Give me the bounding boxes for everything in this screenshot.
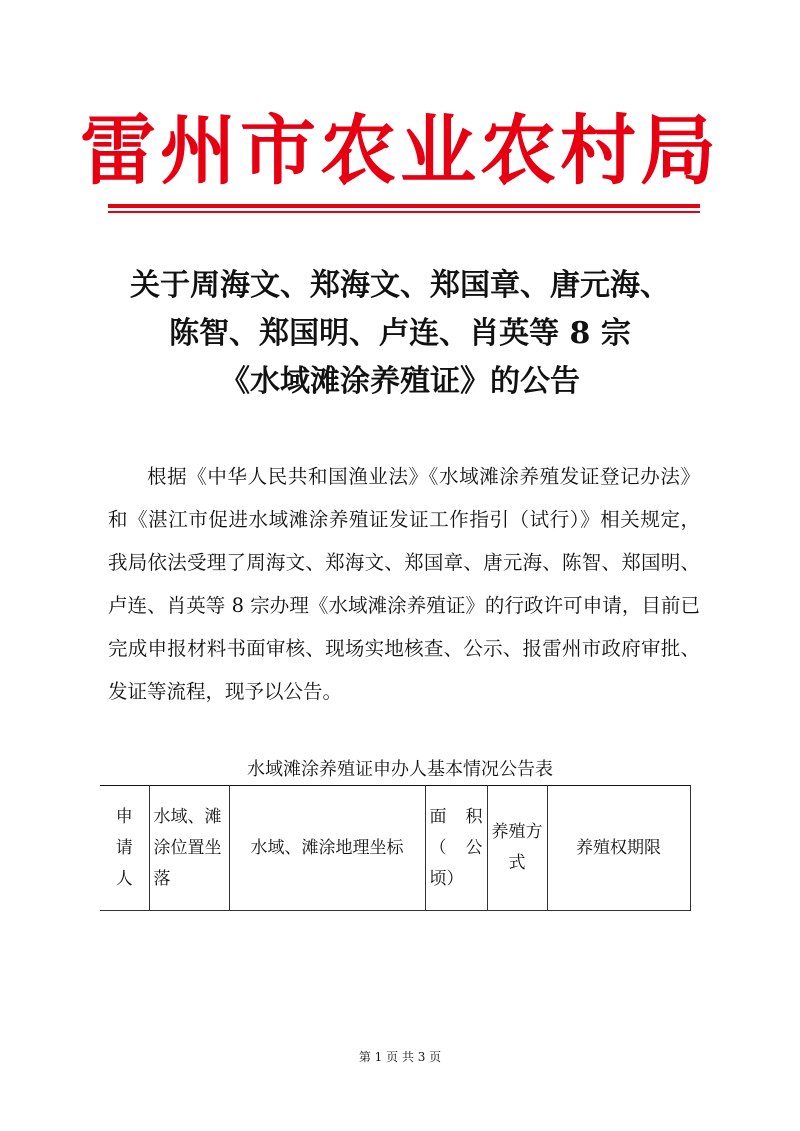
header-term: 养殖权期限 (547, 786, 690, 911)
header-farming-method: 养殖方式 (487, 786, 547, 911)
masthead-rule-thick (108, 204, 700, 208)
title-line-1: 关于周海文、郑海文、郑国章、唐元海、 (130, 268, 670, 303)
title-line-3: 《水域滩涂养殖证》的公告 (220, 364, 580, 399)
applicant-table (100, 785, 691, 911)
table-caption: 水域滩涂养殖证申办人基本情况公告表 (247, 759, 553, 780)
issuer-masthead: 雷州市农业农村局 (80, 106, 720, 195)
table-header-row (100, 786, 690, 911)
page-number: 第 1 页 共 3 页 (358, 1050, 442, 1064)
header-area: 面积（公顷） (425, 786, 487, 911)
header-location: 水域、滩涂位置坐落 (149, 786, 229, 911)
document-title (0, 262, 800, 406)
title-line-2: 陈智、郑国明、卢连、肖英等 8 宗 (169, 316, 631, 351)
header-coordinates: 水域、滩涂地理坐标 (229, 786, 425, 911)
masthead-rule-thin (108, 211, 700, 213)
header-applicant: 申请人 (100, 786, 149, 911)
body-paragraph: 根据《中华人民共和国渔业法》《水域滩涂养殖发证登记办法》和《湛江市促进水域滩涂养殖证发证工作指引（试行）》相关规定，我局依法受理了周海文、郑海文、郑国章、唐元海、陈智、郑国明、卢连、肖英等 8 宗办理《水域滩涂养殖证》的行政许可申请，目前已完成申报材料书面审核、现场实地核查、公示、报雷州市政府审批、发证等流程，现予以公告。 (108, 465, 700, 703)
